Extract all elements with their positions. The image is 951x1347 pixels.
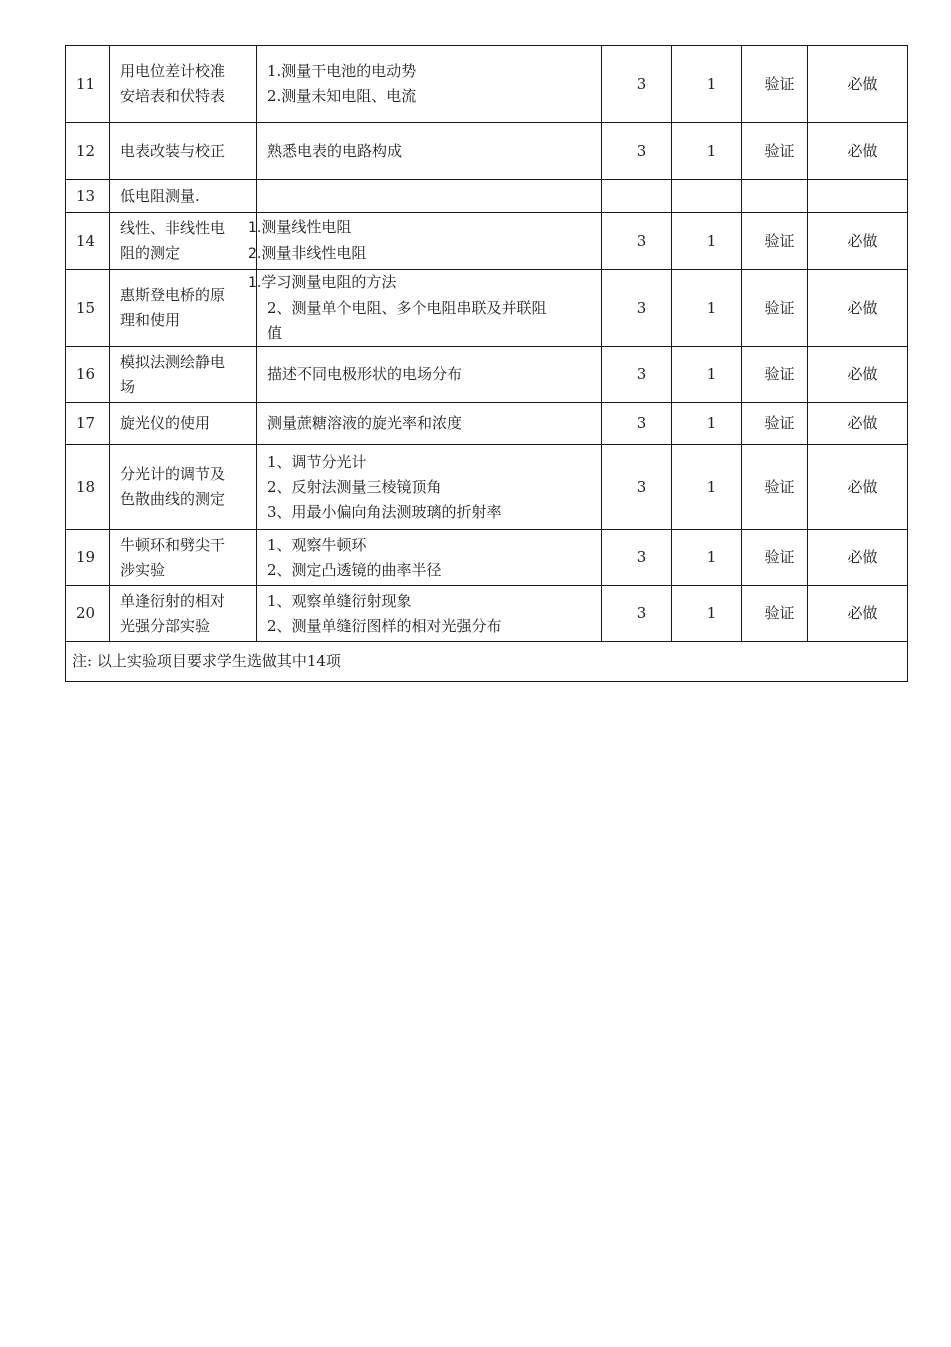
row-number: 17 — [66, 403, 110, 445]
hours-cell: 3 — [602, 586, 672, 642]
experiment-name: 模拟法测绘静电 场 — [110, 347, 257, 403]
table-row — [66, 530, 908, 586]
table-row — [66, 46, 908, 123]
experiment-name: 惠斯登电桥的原 理和使用 — [110, 270, 257, 347]
persons-cell: 1 — [672, 586, 742, 642]
hours-cell — [602, 180, 672, 213]
table-row — [66, 213, 908, 270]
requirement-cell: 必做 — [808, 213, 908, 270]
experiment-content: 描述不同电极形状的电场分布 — [257, 347, 602, 403]
experiment-content: 熟悉电表的电路构成 — [257, 123, 602, 180]
experiment-content — [248, 213, 602, 270]
requirement-cell: 必做 — [808, 586, 908, 642]
requirement-cell: 必做 — [808, 347, 908, 403]
table-row — [66, 123, 908, 180]
persons-cell: 1 — [672, 445, 742, 530]
experiment-content: 1.测量干电池的电动势 2.测量未知电阻、电流 — [257, 46, 602, 123]
hours-cell: 3 — [602, 347, 672, 403]
hours-cell: 3 — [602, 123, 672, 180]
persons-cell: 1 — [672, 213, 742, 270]
experiment-name: 线性、非线性电 阻的测定 — [110, 213, 257, 270]
row-number: 13 — [66, 180, 110, 213]
row-number: 19 — [66, 530, 110, 586]
row-number: 15 — [66, 270, 110, 347]
row-number: 20 — [66, 586, 110, 642]
type-cell: 验证 — [742, 213, 808, 270]
type-cell: 验证 — [742, 530, 808, 586]
list-text: 测量非线性电阻 — [261, 244, 367, 262]
row-number: 16 — [66, 347, 110, 403]
table-row — [66, 586, 908, 642]
persons-cell: 1 — [672, 530, 742, 586]
table-note: 注: 以上实验项目要求学生选做其中14项 — [66, 642, 908, 682]
experiment-table — [65, 45, 908, 682]
row-number: 18 — [66, 445, 110, 530]
row-number: 14 — [66, 213, 110, 270]
hours-cell: 3 — [602, 403, 672, 445]
type-cell: 验证 — [742, 586, 808, 642]
hours-cell: 3 — [602, 46, 672, 123]
type-cell: 验证 — [742, 270, 808, 347]
type-cell: 验证 — [742, 445, 808, 530]
list-number: 1. — [248, 275, 262, 291]
requirement-cell: 必做 — [808, 403, 908, 445]
experiment-name: 牛顿环和劈尖干 涉实验 — [110, 530, 257, 586]
list-text: 测量线性电阻 — [261, 218, 352, 236]
experiment-name: 用电位差计校准 安培表和伏特表 — [110, 46, 257, 123]
hours-cell: 3 — [602, 270, 672, 347]
table-row — [66, 270, 908, 347]
requirement-cell: 必做 — [808, 530, 908, 586]
list-text: 学习测量电阻的方法 — [261, 273, 397, 291]
experiment-content: 1、调节分光计 2、反射法测量三棱镜顶角 3、用最小偏向角法测玻璃的折射率 — [257, 445, 602, 530]
list-number: 1. — [248, 220, 262, 236]
persons-cell: 1 — [672, 270, 742, 347]
persons-cell — [672, 180, 742, 213]
experiment-name: 电表改装与校正 — [110, 123, 257, 180]
experiment-content: 1.学习测量电阻的方法 2、测量单个电阻、多个电阻串联及并联阻 值 — [257, 270, 602, 347]
experiment-name: 低电阻测量. — [110, 180, 257, 213]
row-number: 12 — [66, 123, 110, 180]
table-row — [66, 180, 908, 213]
requirement-cell: 必做 — [808, 270, 908, 347]
persons-cell: 1 — [672, 123, 742, 180]
requirement-cell — [808, 180, 908, 213]
row-number: 11 — [66, 46, 110, 123]
requirement-cell: 必做 — [808, 123, 908, 180]
requirement-cell: 必做 — [808, 445, 908, 530]
type-cell: 验证 — [742, 347, 808, 403]
experiment-content: 1、观察牛顿环 2、测定凸透镜的曲率半径 — [257, 530, 602, 586]
hours-cell: 3 — [602, 213, 672, 270]
experiment-name: 分光计的调节及 色散曲线的测定 — [110, 445, 257, 530]
hours-cell: 3 — [602, 530, 672, 586]
type-cell: 验证 — [742, 123, 808, 180]
persons-cell: 1 — [672, 46, 742, 123]
experiment-content — [257, 180, 602, 213]
persons-cell: 1 — [672, 347, 742, 403]
table-row — [66, 347, 908, 403]
persons-cell: 1 — [672, 403, 742, 445]
experiment-table-body — [66, 46, 908, 682]
table-row — [66, 403, 908, 445]
table-row — [66, 445, 908, 530]
note-row — [66, 642, 908, 682]
requirement-cell: 必做 — [808, 46, 908, 123]
type-cell — [742, 180, 808, 213]
experiment-name: 旋光仪的使用 — [110, 403, 257, 445]
experiment-name: 单逢衍射的相对 光强分部实验 — [110, 586, 257, 642]
experiment-content: 1、观察单缝衍射现象 2、测量单缝衍图样的相对光强分布 — [257, 586, 602, 642]
hours-cell: 3 — [602, 445, 672, 530]
type-cell: 验证 — [742, 46, 808, 123]
type-cell: 验证 — [742, 403, 808, 445]
list-number: 2. — [248, 246, 262, 262]
experiment-content: 测量蔗糖溶液的旋光率和浓度 — [257, 403, 602, 445]
